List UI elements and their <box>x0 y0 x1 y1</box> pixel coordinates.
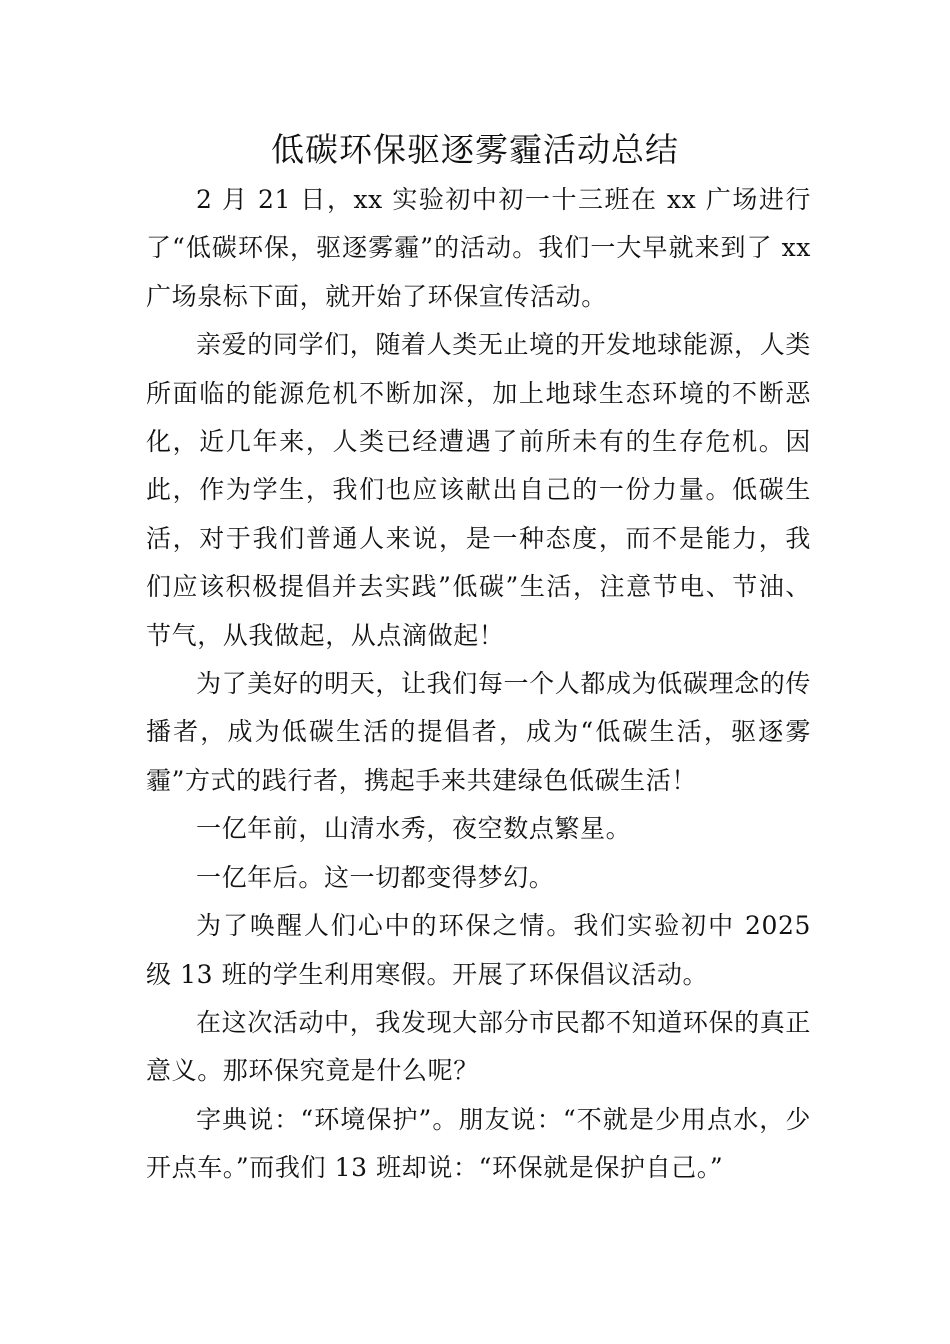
paragraph-3: 为了美好的明天，让我们每一个人都成为低碳理念的传播者，成为低碳生活的提倡者，成为“低碳生活，驱逐雾霾”方式的践行者，携起手来共建绿色低碳生活！ <box>146 669 811 795</box>
paragraph-4: 一亿年前，山清水秀，夜空数点繁星。 <box>196 814 632 844</box>
paragraph-1: 2 月 21 日，xx 实验初中初一十三班在 xx 广场进行了“低碳环保，驱逐雾霾”的活动。我们一大早就来到了 xx 广场泉标下面，就开始了环保宣传活动。 <box>146 185 811 311</box>
paragraph-7: 在这次活动中，我发现大部分市民都不知道环保的真正意义。那环保究竟是什么呢？ <box>146 1007 811 1086</box>
paragraph-2: 亲爱的同学们，随着人类无止境的开发地球能源，人类所面临的能源危机不断加深，加上地球生态环境的不断恶化，近几年来，人类已经遭遇了前所未有的生存危机。因此，作为学生，我们也应该献出自己的一份力量。低碳生活，对于我们普通人来说，是一种态度，而不是能力，我们应该积极提倡并去实践”低碳”生活，注意节电、节油、节气，从我做起，从点滴做起！ <box>146 330 811 650</box>
paragraph-6: 为了唤醒人们心中的环保之情。我们实验初中 2025 级 13 班的学生利用寒假。开展了环保倡议活动。 <box>146 911 811 989</box>
paragraph-8: 字典说：“环境保护”。朋友说：“不就是少用点水，少开点车。”而我们 13 班却说：“环保就是保护自己。” <box>146 1104 811 1183</box>
paragraph-5: 一亿年后。这一切都变得梦幻。 <box>196 862 555 892</box>
document-body <box>146 176 811 1193</box>
document-title: 低碳环保驱逐雾霾活动总结 <box>271 130 679 169</box>
